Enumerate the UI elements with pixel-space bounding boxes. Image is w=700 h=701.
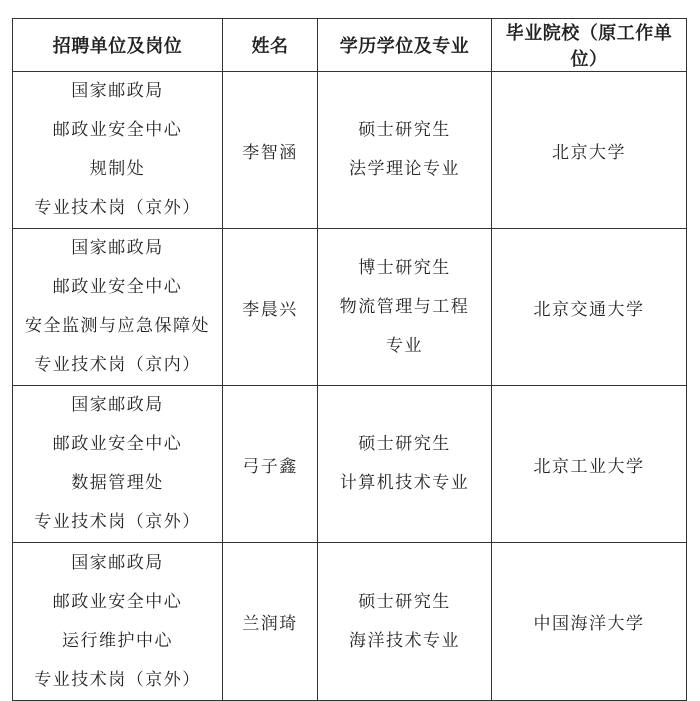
degree-cell [318,543,492,701]
school-cell: 北京交通大学 [492,229,687,386]
position-line: 专业技术岗（京外） [34,512,201,532]
position-cell [13,72,223,229]
degree-cell [318,386,492,543]
name-cell: 李晨兴 [223,229,318,386]
name-cell: 兰润琦 [223,543,318,701]
degree-line: 计算机技术专业 [339,473,470,493]
school-cell: 中国海洋大学 [492,543,687,701]
header-school: 毕业院校（原工作单位） [492,19,687,72]
position-line: 国家邮政局 [71,395,164,415]
degree-line: 海洋技术专业 [349,630,460,651]
name-cell: 弓子鑫 [223,386,318,543]
position-line: 国家邮政局 [71,81,164,101]
recruitment-table [12,18,687,701]
degree-line: 物流管理与工程 [339,296,470,317]
position-cell [13,543,223,701]
position-line: 规制处 [89,159,146,179]
school-cell: 北京大学 [492,72,687,229]
degree-line: 法学理论专业 [349,159,460,179]
name-cell: 李智涵 [223,72,318,229]
degree-line: 硕士研究生 [358,434,451,454]
position-cell [13,229,223,386]
position-line: 邮政业安全中心 [52,591,183,612]
position-line: 专业技术岗（京内） [34,355,201,375]
position-line: 邮政业安全中心 [52,120,183,140]
degree-line: 博士研究生 [358,257,451,278]
position-line: 邮政业安全中心 [52,277,183,297]
header-name: 姓名 [223,19,318,72]
position-line: 安全监测与应急保障处 [25,316,210,336]
header-row [13,19,687,72]
position-line: 数据管理处 [71,473,164,493]
position-line: 专业技术岗（京外） [34,669,201,690]
position-line: 国家邮政局 [71,238,164,258]
position-line: 运行维护中心 [62,630,173,651]
degree-line: 硕士研究生 [358,591,451,612]
degree-cell [318,229,492,386]
school-cell: 北京工业大学 [492,386,687,543]
table-row [13,386,687,543]
degree-cell [318,72,492,229]
table-row [13,543,687,701]
table-row [13,72,687,229]
header-position: 招聘单位及岗位 [13,19,223,72]
degree-line: 硕士研究生 [358,120,451,140]
position-cell [13,386,223,543]
position-line: 专业技术岗（京外） [34,198,201,218]
header-degree: 学历学位及专业 [318,19,492,72]
degree-line: 专业 [386,335,423,356]
position-line: 邮政业安全中心 [52,434,183,454]
position-line: 国家邮政局 [71,552,164,573]
table-row [13,229,687,386]
